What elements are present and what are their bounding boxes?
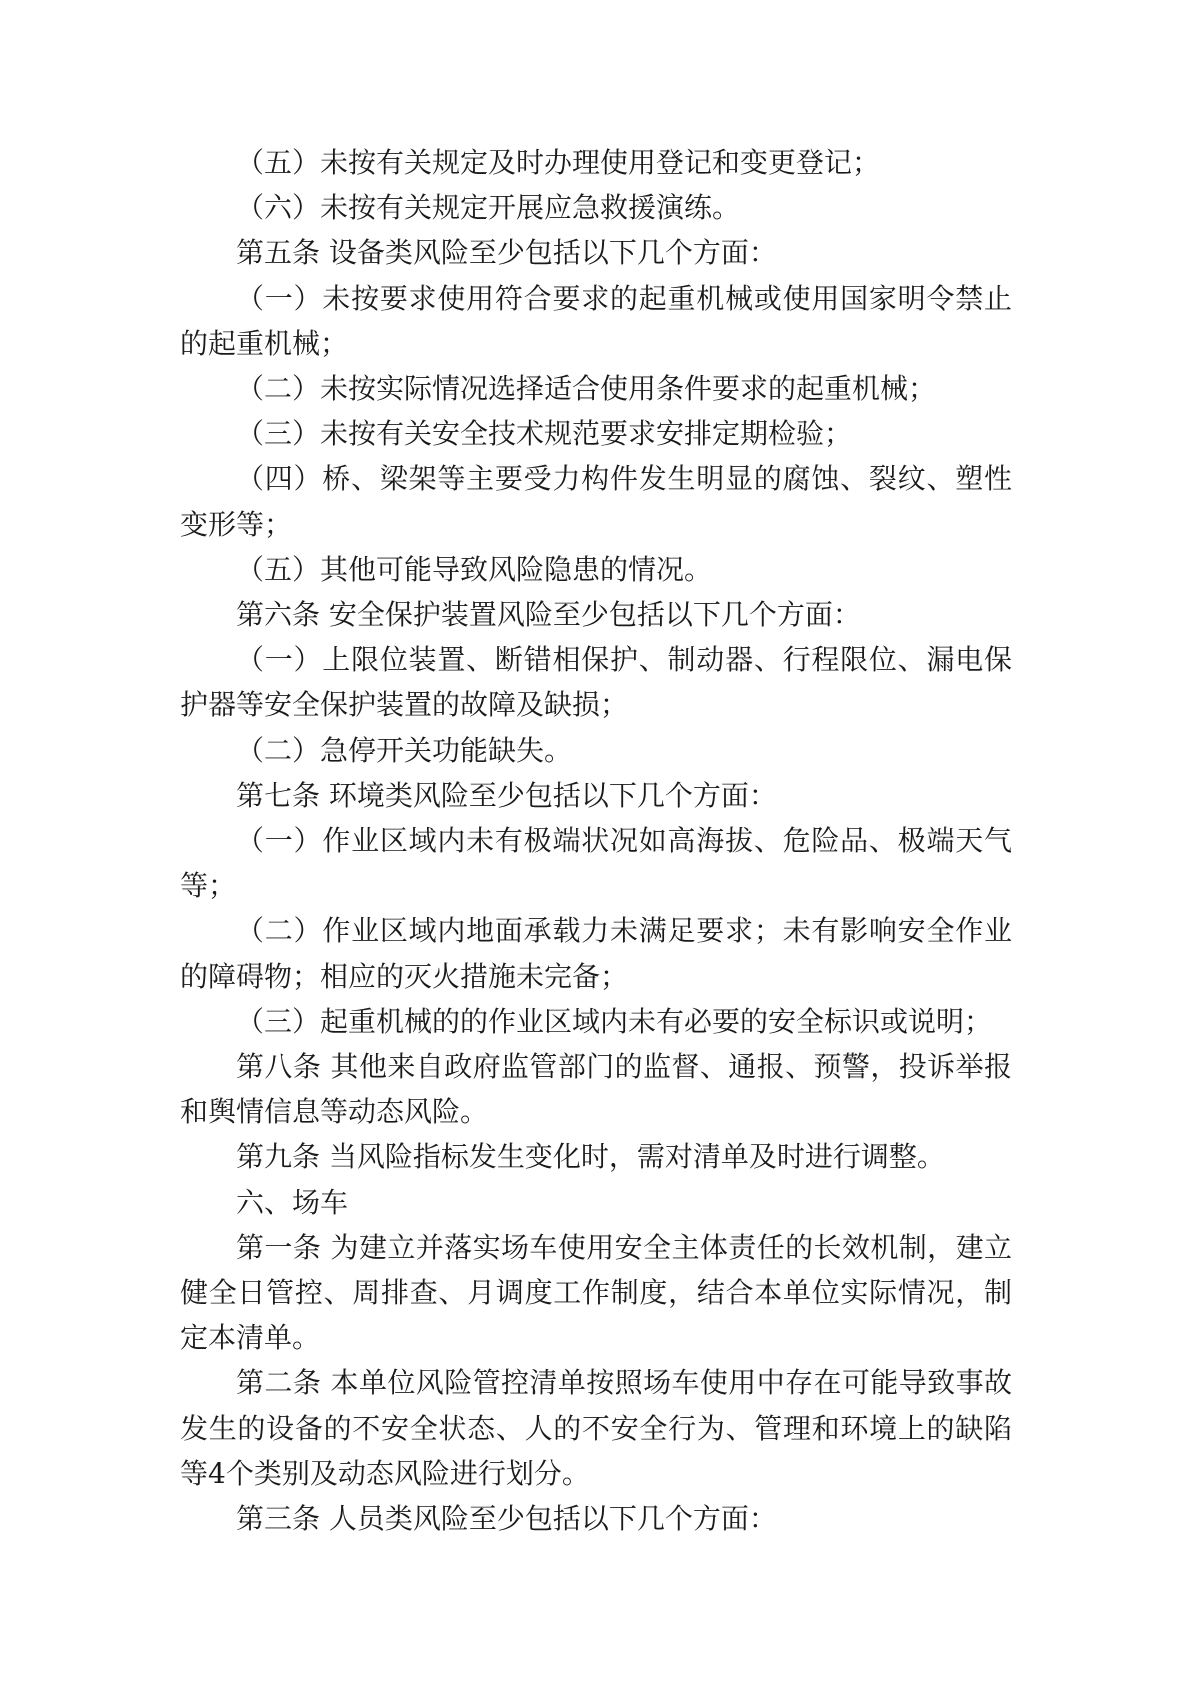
paragraph: （四）桥、梁架等主要受力构件发生明显的腐蚀、裂纹、塑性变形等；: [180, 462, 1012, 541]
paragraph: （二）未按实际情况选择适合使用条件要求的起重机械；: [236, 372, 937, 406]
paragraph: （五）未按有关规定及时办理使用登记和变更登记；: [236, 146, 881, 179]
paragraph: （六）未按有关规定开展应急救援演练。: [236, 191, 741, 225]
paragraph: （三）起重机械的的作业区域内未有必要的安全标识或说明；: [236, 1004, 993, 1038]
document-body: [180, 140, 1012, 1541]
article-heading: 第六条 安全保护装置风险至少包括以下几个方面：: [236, 598, 861, 632]
paragraph: （一）上限位装置、断错相保护、制动器、行程限位、漏电保护器等安全保护装置的故障及缺损；: [180, 643, 1012, 722]
article-heading: 第一条 为建立并落实场车使用安全主体责任的长效机制，建立健全日管控、周排查、月调度工作制度，结合本单位实际情况，制定本清单。: [180, 1230, 1012, 1355]
article-heading: 第七条 环境类风险至少包括以下几个方面：: [236, 778, 777, 812]
paragraph: （五）其他可能导致风险隐患的情况。: [236, 552, 713, 586]
article-heading: 第二条 本单位风险管控清单按照场车使用中存在可能导致事故发生的设备的不安全状态、人的不安全行为、管理和环境上的缺陷等4个类别及动态风险进行划分。: [180, 1366, 1012, 1490]
paragraph: （三）未按有关安全技术规范要求安排定期检验；: [236, 417, 853, 451]
article-heading: 第五条 设备类风险至少包括以下几个方面：: [236, 236, 777, 270]
paragraph: （二）急停开关功能缺失。: [236, 733, 573, 767]
paragraph: （一）未按要求使用符合要求的起重机械或使用国家明令禁止的起重机械；: [180, 281, 1012, 360]
paragraph: （一）作业区域内未有极端状况如高海拔、危险品、极端天气等；: [180, 824, 1012, 903]
article-heading: 第九条 当风险指标发生变化时，需对清单及时进行调整。: [236, 1140, 945, 1174]
article-heading: 第三条 人员类风险至少包括以下几个方面：: [236, 1502, 777, 1536]
section-heading: 六、场车: [236, 1185, 349, 1219]
article-heading: 第八条 其他来自政府监管部门的监督、通报、预警，投诉举报和舆情信息等动态风险。: [180, 1050, 1012, 1129]
paragraph: （二）作业区域内地面承载力未满足要求；未有影响安全作业的障碍物；相应的灭火措施未完备；: [180, 914, 1012, 993]
